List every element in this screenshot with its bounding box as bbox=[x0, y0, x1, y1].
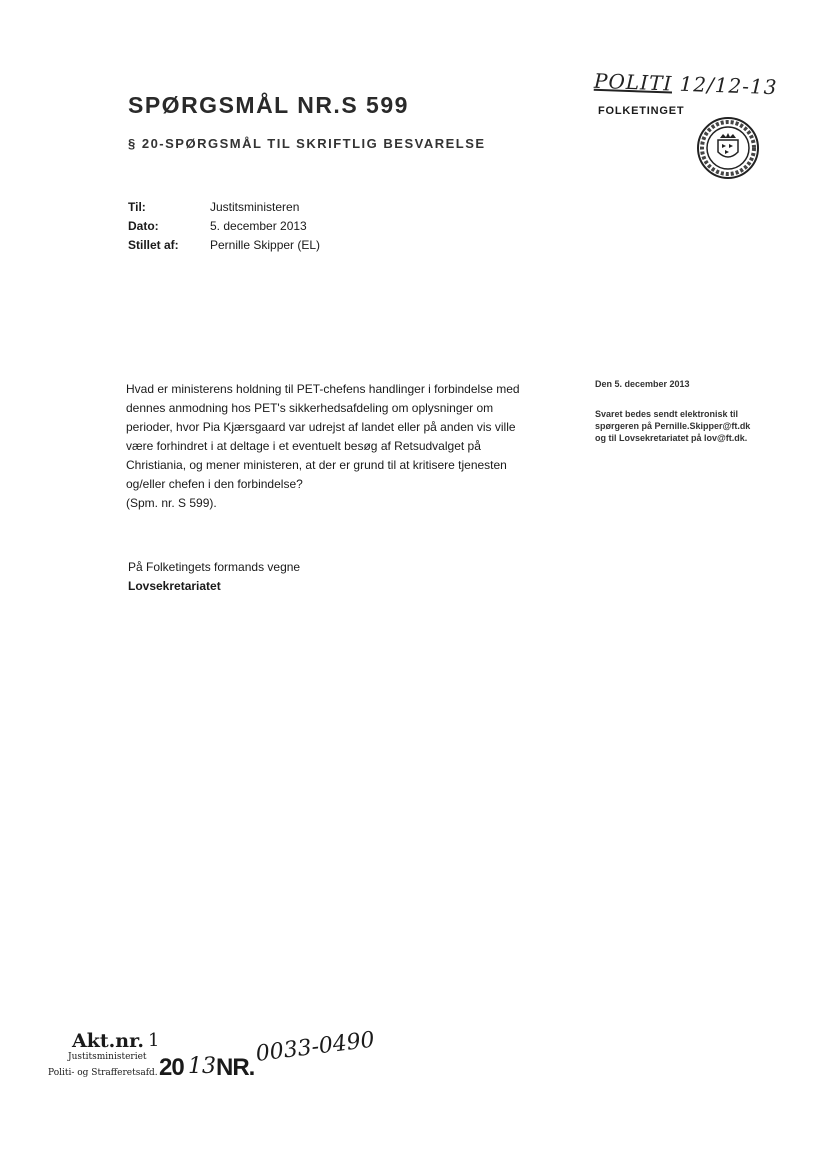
question-line: Christiania, og mener ministeren, at der er grund til at kritisere tjenesten bbox=[126, 458, 507, 472]
side-line: og til Lovsekretariatet på lov@ft.dk. bbox=[595, 433, 748, 443]
organization-name: FOLKETINGET bbox=[598, 105, 685, 117]
question-metadata bbox=[128, 198, 320, 255]
folketinget-seal-logo bbox=[696, 116, 760, 180]
meta-label: Stillet af: bbox=[128, 238, 179, 252]
stamp-nr-label: NR. bbox=[216, 1054, 255, 1081]
stamp-year-handwritten: 13 bbox=[188, 1054, 216, 1079]
question-line: være forhindret i at deltage i et eventuelt besøg af Retsudvalget på bbox=[126, 439, 481, 453]
signature-department: Lovsekretariatet bbox=[128, 579, 221, 593]
meta-value: Justitsministeren bbox=[210, 200, 300, 214]
meta-row-stillet bbox=[128, 236, 320, 255]
question-line: dennes anmodning hos PET's sikkerhedsafdeling om oplysninger om bbox=[126, 401, 494, 415]
stamp-akt-number: 1 bbox=[148, 1030, 160, 1051]
question-line: og/eller chefen i den forbindelse? bbox=[126, 477, 303, 491]
side-line: Svaret bedes sendt elektronisk til bbox=[595, 409, 739, 419]
meta-value: Pernille Skipper (EL) bbox=[210, 238, 321, 252]
meta-label: Til: bbox=[128, 200, 146, 214]
question-text bbox=[126, 380, 556, 513]
side-note bbox=[595, 378, 795, 444]
signature-block bbox=[128, 558, 300, 596]
page-title: SPØRGSMÅL NR.S 599 bbox=[128, 92, 409, 118]
side-date: Den 5. december 2013 bbox=[595, 379, 690, 389]
side-line: spørgeren på Pernille.Skipper@ft.dk bbox=[595, 421, 751, 431]
meta-row-dato bbox=[128, 217, 320, 236]
question-line: Hvad er ministerens holdning til PET-chefens handlinger i forbindelse med bbox=[126, 382, 520, 396]
stamp-year-prefix: 20 bbox=[159, 1054, 184, 1081]
page-subtitle: § 20-SPØRGSMÅL TIL SKRIFTLIG BESVARELSE bbox=[128, 136, 486, 151]
stamp-office: Politi- og Strafferetsafd. bbox=[48, 1068, 158, 1078]
question-line: perioder, hvor Pia Kjærsgaard var udrejst af landet eller på anden vis ville bbox=[126, 420, 516, 434]
meta-row-til bbox=[128, 198, 320, 217]
meta-value: 5. december 2013 bbox=[210, 219, 307, 233]
signature-line: På Folketingets formands vegne bbox=[128, 560, 301, 574]
handwritten-note-b: 12/12-13 bbox=[679, 71, 778, 100]
stamp-nr-handwritten: 0033-0490 bbox=[254, 1027, 377, 1067]
handwritten-annotation bbox=[594, 69, 778, 99]
stamp-ministry: Justitsministeriet bbox=[68, 1052, 147, 1062]
registration-stamp bbox=[44, 1027, 394, 1100]
stamp-akt-label: Akt.nr. bbox=[72, 1030, 144, 1052]
meta-label: Dato: bbox=[128, 219, 159, 233]
handwritten-note-a: POLITI bbox=[593, 68, 673, 96]
question-reference: (Spm. nr. S 599). bbox=[126, 496, 217, 510]
